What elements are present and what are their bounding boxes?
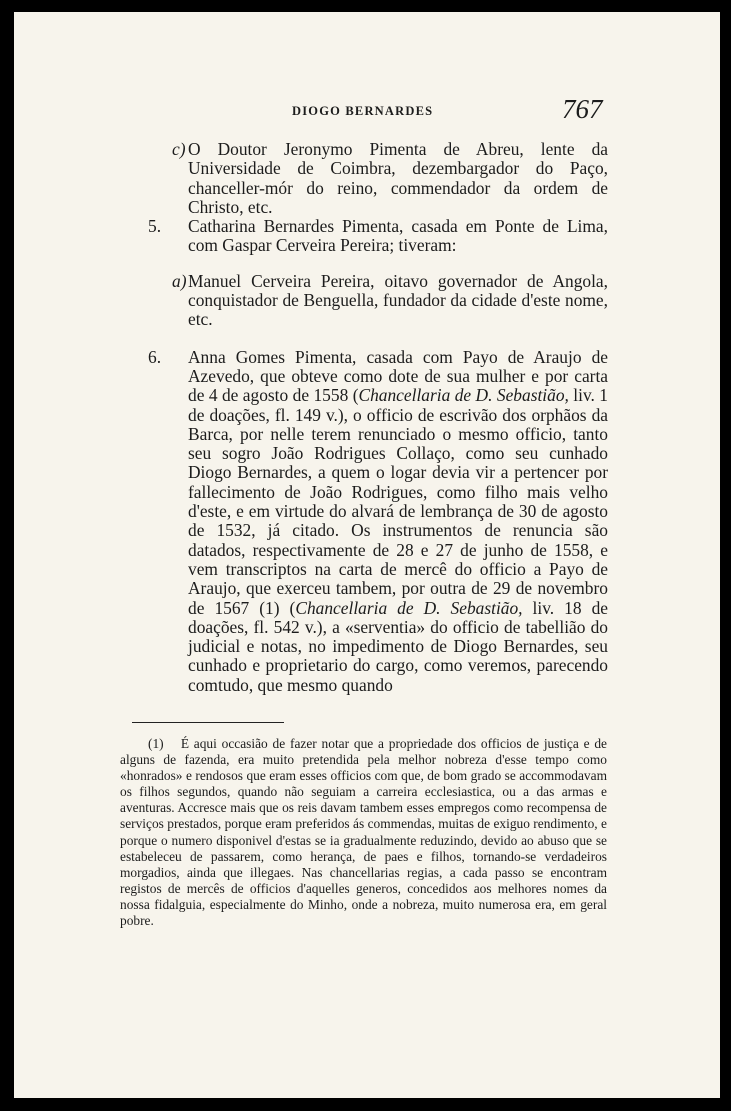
running-title: DIOGO BERNARDES bbox=[292, 104, 434, 118]
entry-text bbox=[188, 348, 608, 695]
book-page bbox=[14, 12, 720, 1098]
entry-marker: 5. bbox=[148, 216, 162, 237]
entry-6 bbox=[138, 348, 608, 695]
entry-marker: a) bbox=[172, 270, 187, 291]
entry-marker: c) bbox=[172, 139, 186, 159]
footnote-marker: (1) bbox=[148, 736, 164, 751]
citation-italic: Chancellaria de D. Sebastião, bbox=[295, 597, 523, 618]
footnote-text: É aqui occasião de fazer notar que a propriedade dos officios de justiça e de alguns de fazenda, era muito pretendida pela melhor nobreza d'esse tempo como «honrados» e rendosos que eram esses officios com que, de bom grado se accommodavam os filhos segundos, quando não seguiam a carreira ecclesiastica, ou a das armas e aventuras. Accresce mais que os reis davam tambem esses empregos como recompensa de serviços prestados, porque eram preferidos ás commendas, muitas de exiguo rendimento, e porque o numero disponivel d'estas se ia gradualmente reduzindo, devido ao abuso que se estabeleceu de passarem, como herança, de paes e filhos, tornando-se verdadeiros morgadios, ainda que illegaes. Nas chancellarias regias, a cada passo se encontram registos de mercês de officios d'aquelles generos, concedidos aos melhores nomes da nossa fidalguia, especialmente do Minho, onde a nobreza, muito numerosa era, em geral pobre. bbox=[120, 736, 607, 929]
entry-text: Catharina Bernardes Pimenta, casada em Ponte de Lima, com Gaspar Cerveira Pereira; tiveram: bbox=[188, 216, 608, 256]
entry-5 bbox=[138, 217, 608, 256]
entry-text: O Doutor Jeronymo Pimenta de Abreu, lente da Universidade de Coimbra, dezembargador do Paço, chanceller-mór do reino, commendador da ordem de Christo, etc. bbox=[188, 139, 608, 217]
footnote bbox=[120, 736, 607, 929]
entry-marker: 6. bbox=[148, 346, 162, 367]
citation-italic: Chancellaria de D. Sebastião, bbox=[358, 385, 569, 406]
body-text bbox=[138, 140, 608, 695]
page-number: 767 bbox=[562, 94, 603, 124]
text-segment: liv. 1 de doações, fl. 149 v.), o officio de escrivão dos orphãos da Barca, por nelle terem renunciado o mesmo officio, tanto seu sogro João Rodrigues Collaço, como seu cunhado Diogo Bernardes, a quem o logar devia vir a pertencer por fallecimento de João Rodrigues, como filho mais velho d'este, e em virtude do alvará de lembrança de 30 de agosto de 1532, já citado. Os instrumentos de renuncia são datados, respectivamente de 28 e 27 de junho de 1558, e vem transcriptos na carta de mercê do officio a Payo de Araujo, que exerceu tambem, por outra de 29 de novembro de 1567 (1) ( bbox=[188, 385, 608, 618]
text-segment: Anna Gomes Pimenta, casada com Payo de Araujo de Azevedo, que obteve como dote de sua mulher e por carta de 4 de agosto de 1558 ( bbox=[188, 346, 608, 406]
text-segment: liv. 18 de doações, fl. 542 v.), a «serventia» do officio de tabellião do judicial e notas, no impedimento de Diogo Bernardes, seu cunhado e proprietario do cargo, como veremos, parecendo comtudo, que mesmo quando bbox=[188, 597, 608, 695]
footnote-divider bbox=[132, 722, 284, 723]
page-header bbox=[14, 94, 720, 130]
entry-text: Manuel Cerveira Pereira, oitavo governador de Angola, conquistador de Benguella, fundador da cidade d'este nome, etc. bbox=[188, 270, 608, 330]
entry-c bbox=[138, 140, 608, 217]
entry-a bbox=[138, 272, 608, 330]
